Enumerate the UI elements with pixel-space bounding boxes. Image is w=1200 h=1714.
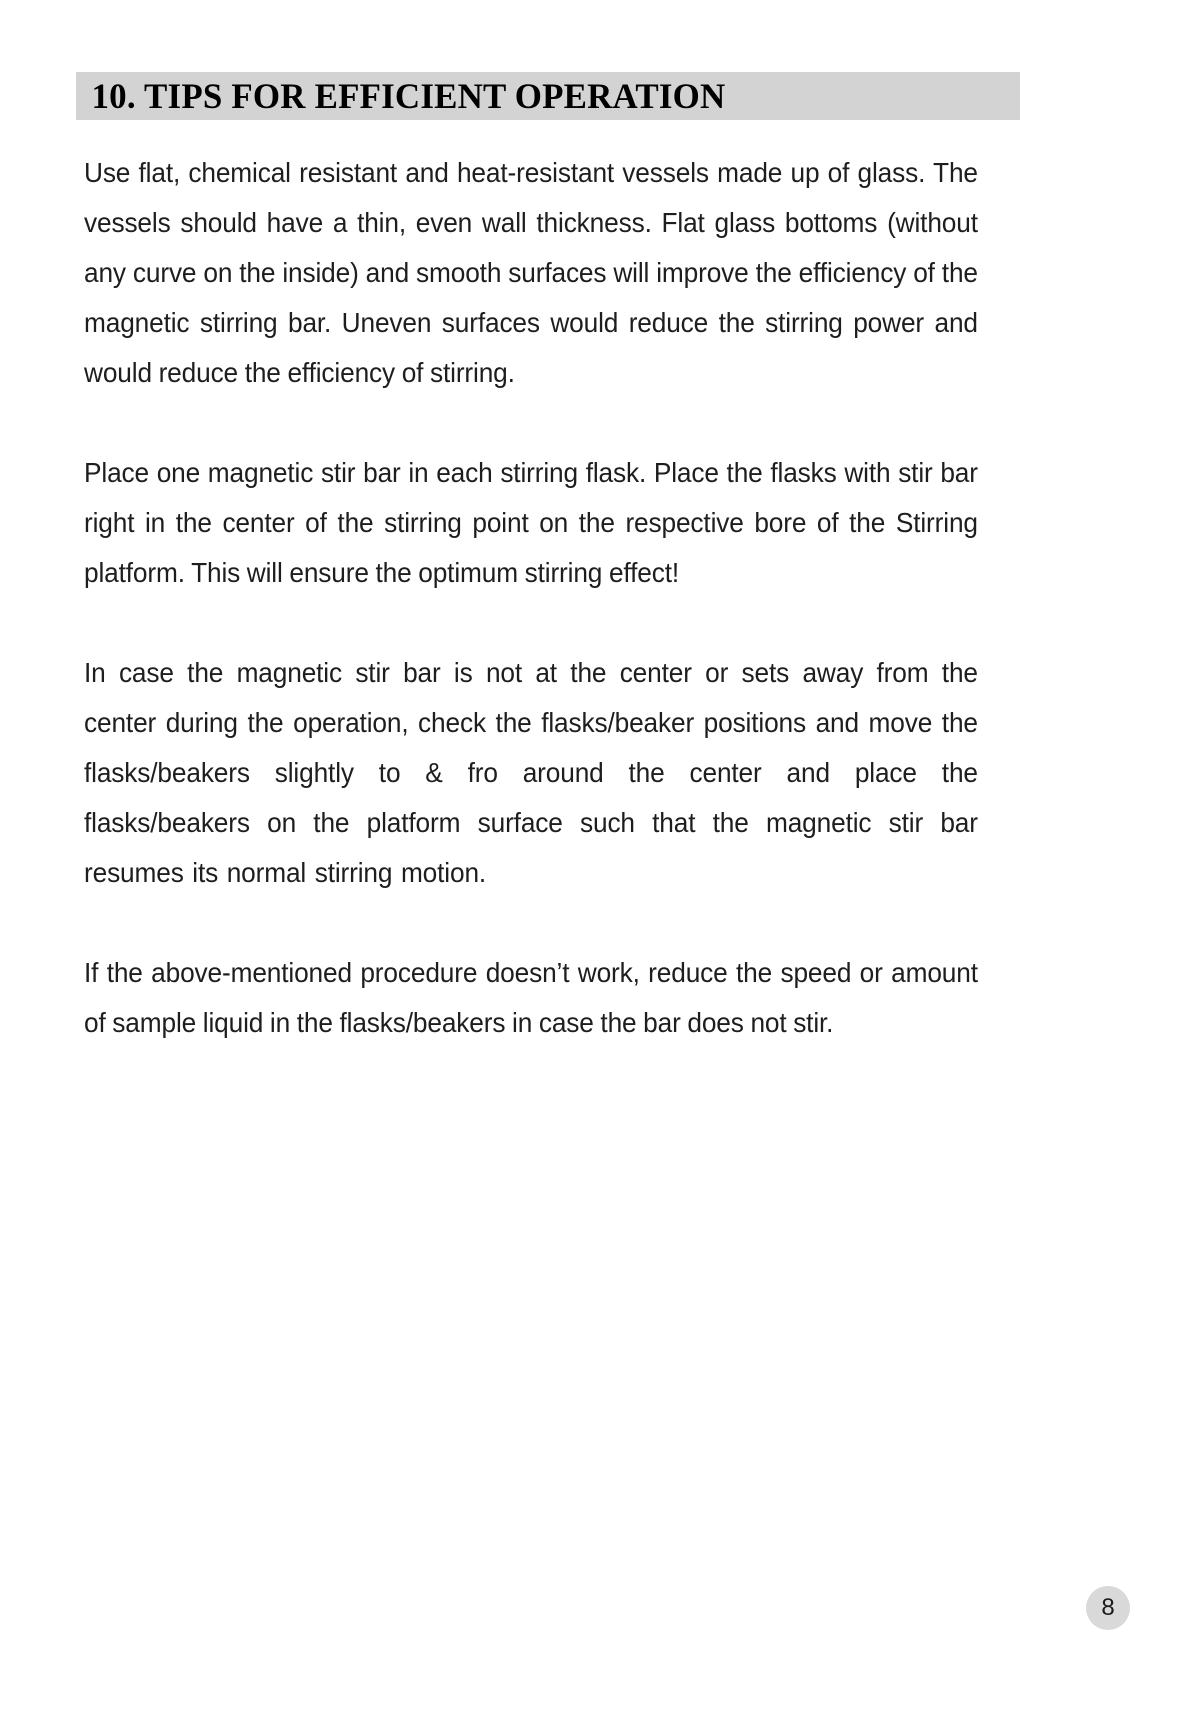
section-heading-title: 10. TIPS FOR EFFICIENT OPERATION xyxy=(91,76,726,116)
paragraph-spacer xyxy=(84,398,1020,448)
paragraph-stir-bar-placement: Place one magnetic stir bar in each stirring flask. Place the flasks with stir bar right in the center of the stirring point on the respective bore of the Stirring platform. This will ensure the optimum stirring effect! xyxy=(84,457,978,588)
paragraph-spacer xyxy=(84,598,1020,648)
page-number-badge xyxy=(1086,1586,1130,1630)
paragraph-off-center-correction: In case the magnetic stir bar is not at the center or sets away from the center during the operation, check the flasks/beaker positions and move the flasks/beakers slightly to & fro around the center and place the flasks/beakers on the platform surface such that the magnetic stir bar resumes its normal stirring motion. xyxy=(84,657,978,888)
paragraph-vessel-requirements: Use flat, chemical resistant and heat-resistant vessels made up of glass. The vessels should have a thin, even wall thickness. Flat glass bottoms (without any curve on the inside) and smooth surfaces will improve the efficiency of the magnetic stirring bar. Uneven surfaces would reduce the stirring power and would reduce the efficiency of stirring. xyxy=(84,157,978,388)
page-number-value: 8 xyxy=(1101,1594,1115,1621)
paragraph-spacer xyxy=(84,898,1020,948)
paragraph-reduce-speed-fallback: If the above-mentioned procedure doesn’t work, reduce the speed or amount of sample liquid in the flasks/beakers in case the bar does not stir. xyxy=(84,957,978,1038)
document-body xyxy=(84,148,1020,1048)
section-heading-band xyxy=(76,72,1020,120)
